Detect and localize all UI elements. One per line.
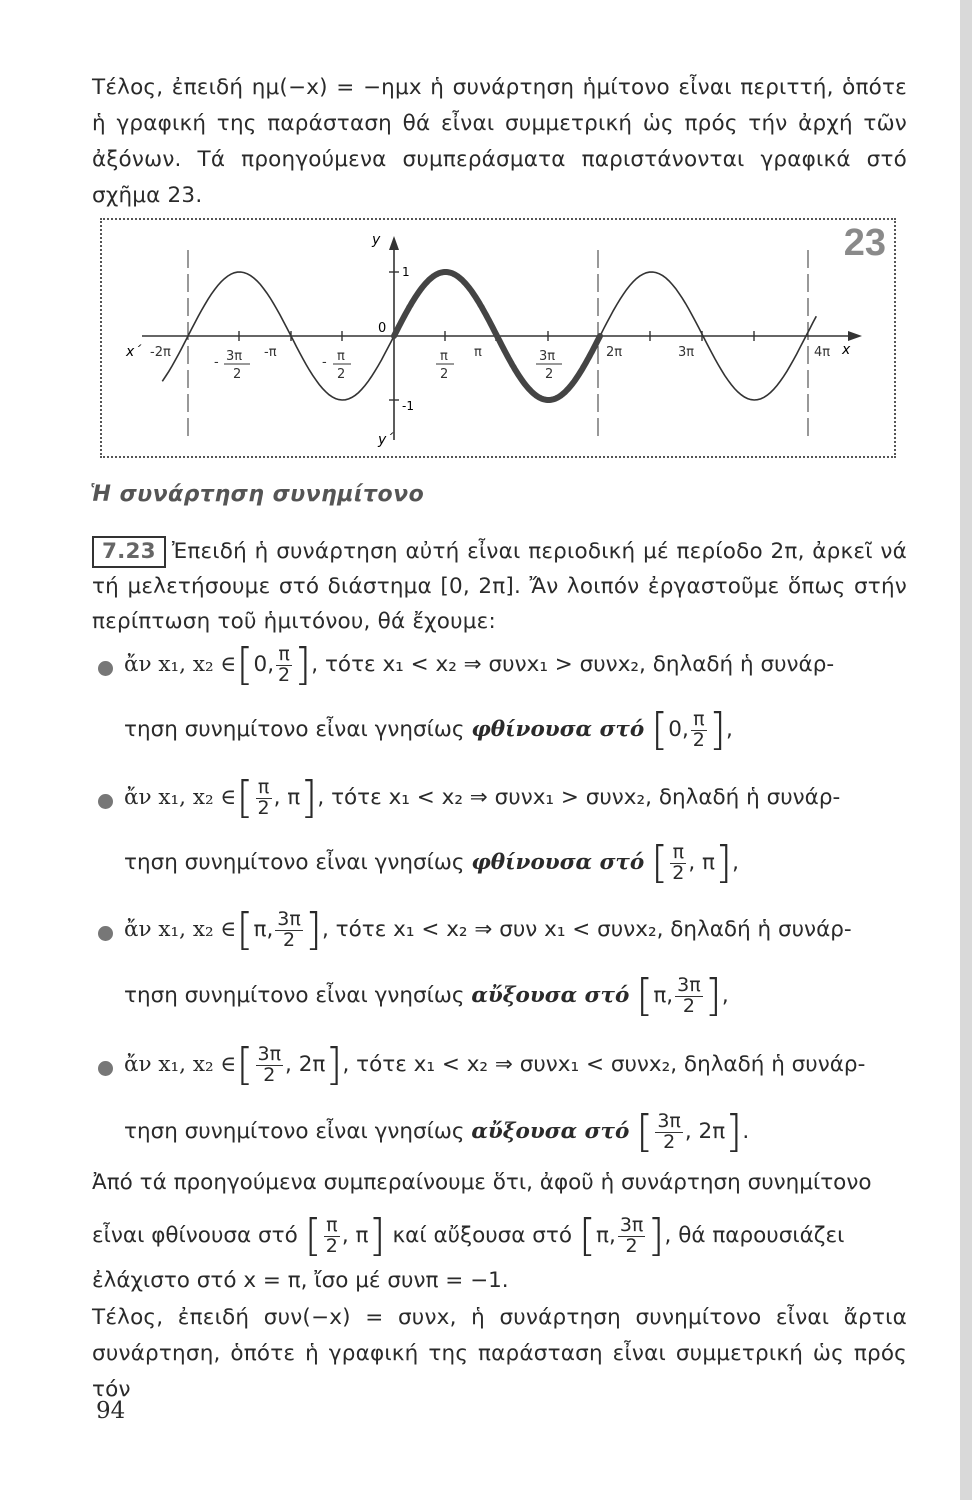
case-1-prefix: ἄν x₁, x₂ ∈ bbox=[124, 652, 237, 677]
case-2-implication: , τότε x₁ < x₂ ⇒ συνx₁ > συνx₂, δηλαδή ἡ συνάρ- bbox=[317, 785, 841, 810]
page-edge bbox=[960, 0, 972, 1500]
y-tick-bottom-label: -1 bbox=[402, 399, 414, 413]
case-1-line-1: ἄν x₁, x₂ ∈[0, $\frac{\pi}{2}$ ], τότε x₁ < x₂ ⇒ συνx₁ > συνx₂, δηλαδή ἡ συνάρ- bbox=[124, 639, 835, 690]
section-heading: Ἡ συνάρτηση συνημίτονο bbox=[90, 482, 425, 507]
tick-label-neg-pi2-num: π bbox=[337, 349, 345, 364]
case-3-frac: $\frac{3\pi}{2}$ bbox=[277, 907, 301, 951]
tick-label-neg-3pi2-minus: - bbox=[214, 355, 219, 370]
case-1-end: , bbox=[726, 717, 733, 742]
case-2-line-1: ἄν x₁, x₂ ∈[ $\frac{\pi}{2}$ , π], τότε x₁ < x₂ ⇒ συνx₁ > συνx₂, δηλαδή ἡ συνάρ- bbox=[124, 772, 841, 823]
case-3-implication: , τότε x₁ < x₂ ⇒ συν x₁ < συνx₂, δηλαδή ἡ συνάρ- bbox=[322, 917, 852, 942]
tick-label-4pi: 4π bbox=[814, 345, 831, 360]
tick-label-pi2-num: π bbox=[440, 349, 448, 364]
tick-label-3pi2-den: 2 bbox=[545, 367, 554, 382]
intro-paragraph: Τέλος, ἐπειδή ημ(−x) = −ημx ἡ συνάρτηση ἡμίτονο εἶναι περιττή, ὁπότε ἡ γραφική της παράσταση θά εἶναι συμμετρική ὡς πρός τήν ἀρχή τῶν ἀξόνων. Τά προηγούμενα συμπεράσματα παριστάνονται γραφικά στό σχῆμα 23. bbox=[92, 75, 907, 208]
case-3-end: , bbox=[721, 983, 729, 1008]
tick-label-neg-pi: -π bbox=[264, 345, 277, 360]
tick-label-neg-2pi: -2π bbox=[150, 345, 171, 360]
tick-label-2pi: 2π bbox=[606, 345, 623, 360]
bullet-3 bbox=[98, 926, 113, 941]
bullet-4 bbox=[98, 1061, 113, 1076]
case-4-prefix: ἄν x₁, x₂ ∈ bbox=[124, 1052, 237, 1077]
figure-23 bbox=[100, 218, 896, 458]
x-tick-labels bbox=[150, 345, 830, 382]
tick-label-neg-pi2-minus: - bbox=[322, 355, 327, 370]
figure-number: 23 bbox=[843, 222, 886, 264]
case-3-prefix: ἄν x₁, x₂ ∈ bbox=[124, 917, 237, 942]
case-3-line-2: τηση συνημίτονο εἶναι γνησίως αὔξουσα στό [π, $\frac{3\pi}{2}$ ], bbox=[124, 970, 729, 1021]
case-2-int-frac: $\frac{\pi}{2}$ bbox=[672, 840, 685, 884]
tick-label-3pi: 3π bbox=[678, 345, 695, 360]
section-intro bbox=[92, 534, 907, 639]
conclusion-frac-2: $\frac{3\pi}{2}$ bbox=[619, 1213, 644, 1257]
conclusion-int2-left: π, bbox=[596, 1223, 616, 1248]
conclusion-int1-right: , π bbox=[341, 1223, 369, 1248]
y-prime-label: y΄ bbox=[378, 432, 394, 448]
case-1-left: 0, bbox=[253, 652, 275, 677]
x-axis-arrow bbox=[848, 331, 862, 341]
bullet-1 bbox=[98, 661, 113, 676]
case-2-line-2: τηση συνημίτονο εἶναι γνησίως φθίνουσα στό [ $\frac{\pi}{2}$ , π], bbox=[124, 837, 739, 888]
conclusion-frac-1: $\frac{\pi}{2}$ bbox=[325, 1213, 338, 1257]
case-1-cont: τηση συνημίτονο εἶναι γνησίως bbox=[124, 717, 465, 742]
x-label: x bbox=[842, 342, 851, 358]
case-1-term: φθίνουσα στό bbox=[471, 717, 645, 742]
y-tick-top-label: 1 bbox=[402, 265, 410, 279]
origin-label: 0 bbox=[378, 321, 387, 336]
case-2-frac: $\frac{\pi}{2}$ bbox=[257, 775, 270, 819]
tick-label-neg-3pi2-den: 2 bbox=[233, 367, 242, 382]
conclusion-text-a: εἶναι φθίνουσα στό bbox=[92, 1223, 298, 1248]
tick-label-neg-3pi2-num: 3π bbox=[226, 349, 243, 364]
page-number: 94 bbox=[96, 1398, 126, 1424]
case-4-int-right: , 2π bbox=[684, 1119, 726, 1144]
case-4-int-frac: $\frac{3\pi}{2}$ bbox=[657, 1109, 681, 1153]
case-4-right: , 2π bbox=[285, 1052, 326, 1077]
case-1-frac: $\frac{\pi}{2}$ bbox=[278, 642, 291, 686]
conclusion-line-2: εἶναι φθίνουσα στό [ $\frac{\pi}{2}$ , π] καί αὔξουσα στό [π, $\frac{3\pi}{2}$ ], θά παρουσιάζει bbox=[92, 1210, 845, 1261]
case-2-term: φθίνουσα στό bbox=[471, 850, 645, 875]
case-3-int-left: π, bbox=[653, 983, 674, 1008]
conclusion-text-c: , θά παρουσιάζει bbox=[664, 1223, 845, 1248]
bullet-2 bbox=[98, 794, 113, 809]
x-prime-label: x΄ bbox=[126, 344, 142, 360]
section-number-box: 7.23 bbox=[92, 536, 166, 568]
case-2-prefix: ἄν x₁, x₂ ∈ bbox=[124, 785, 237, 810]
case-1-int-frac: $\frac{\pi}{2}$ bbox=[692, 707, 705, 751]
conclusion-text-b: καί αὔξουσα στό bbox=[392, 1223, 573, 1248]
y-axis-arrow bbox=[389, 236, 399, 250]
tick-label-neg-pi2-den: 2 bbox=[337, 367, 346, 382]
tick-label-pi: π bbox=[474, 345, 482, 360]
tick-label-pi2-den: 2 bbox=[440, 367, 449, 382]
case-2-cont: τηση συνημίτονο εἶναι γνησίως bbox=[124, 850, 465, 875]
case-4-cont: τηση συνημίτονο εἶναι γνησίως bbox=[124, 1119, 465, 1144]
case-1-line-2: τηση συνημίτονο εἶναι γνησίως φθίνουσα στό [0, $\frac{\pi}{2}$ ], bbox=[124, 704, 733, 755]
guide-lines bbox=[188, 250, 808, 440]
sine-graph bbox=[102, 220, 894, 456]
case-3-left: π, bbox=[253, 917, 274, 942]
case-2-end: , bbox=[732, 850, 739, 875]
case-4-frac: $\frac{3\pi}{2}$ bbox=[257, 1042, 282, 1086]
case-3-cont: τηση συνημίτονο εἶναι γνησίως bbox=[124, 983, 465, 1008]
case-4-term: αὔξουσα στό bbox=[471, 1119, 630, 1144]
case-2-int-right: , π bbox=[688, 850, 715, 875]
case-1-int-left: 0, bbox=[668, 717, 689, 742]
case-4-line-1: ἄν x₁, x₂ ∈[ $\frac{3\pi}{2}$ , 2π], τότε x₁ < x₂ ⇒ συνx₁ < συνx₂, δηλαδή ἡ συνάρ- bbox=[124, 1039, 866, 1090]
conclusion-line-3: ἐλάχιστο στό x = π, ἴσο μέ συνπ = −1. bbox=[92, 1268, 509, 1293]
case-1-implication: , τότε x₁ < x₂ ⇒ συνx₁ > συνx₂, δηλαδή ἡ συνάρ- bbox=[311, 652, 835, 677]
conclusion-line-1: Ἀπό τά προηγούμενα συμπεραίνουμε ὅτι, ἀφοῦ ἡ συνάρτηση συνημίτονο bbox=[92, 1170, 872, 1195]
y-label: y bbox=[372, 232, 381, 248]
case-4-end: . bbox=[742, 1119, 750, 1144]
tick-label-3pi2-num: 3π bbox=[539, 349, 556, 364]
case-4-line-2: τηση συνημίτονο εἶναι γνησίως αὔξουσα στό [ $\frac{3\pi}{2}$ , 2π]. bbox=[124, 1106, 750, 1157]
case-3-term: αὔξουσα στό bbox=[471, 983, 630, 1008]
final-paragraph: Τέλος, ἐπειδή συν(−x) = συνx, ἡ συνάρτηση συνημίτονο εἶναι ἄρτια συνάρτηση, ὁπότε ἡ γραφική της παράσταση εἶναι συμμετρική ὡς πρός τόν bbox=[92, 1305, 907, 1402]
case-3-int-frac: $\frac{3\pi}{2}$ bbox=[677, 973, 701, 1017]
case-2-right: , π bbox=[273, 785, 301, 810]
case-3-line-1: ἄν x₁, x₂ ∈[π, $\frac{3\pi}{2}$ ], τότε x₁ < x₂ ⇒ συν x₁ < συνx₂, δηλαδή ἡ συνάρ- bbox=[124, 904, 852, 955]
section-intro-text: Ἐπειδή ἡ συνάρτηση αὐτή εἶναι περιοδική μέ περίοδο 2π, ἀρκεῖ νά τή μελετήσουμε στό διάστημα [0, 2π]. Ἄν λοιπόν ἐργαστοῦμε ὅπως στήν περίπτωση τοῦ ἡμιτόνου, θά ἔχουμε: bbox=[92, 539, 907, 634]
case-4-implication: , τότε x₁ < x₂ ⇒ συνx₁ < συνx₂, δηλαδή ἡ συνάρ- bbox=[342, 1052, 866, 1077]
